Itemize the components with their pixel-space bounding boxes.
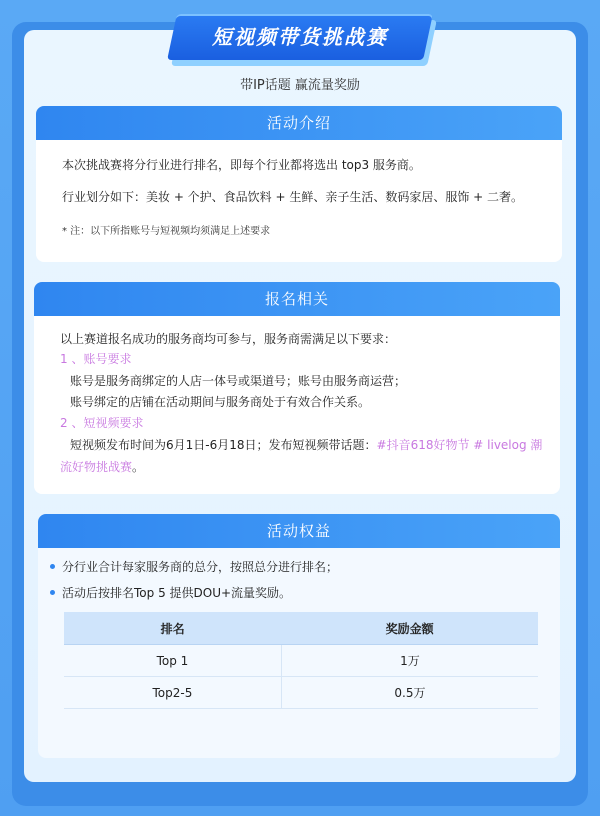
intro-note: * 注：以下所指账号与短视频均须满足上述要求 <box>62 226 271 237</box>
table-header-row <box>64 612 538 645</box>
signup-card <box>34 282 560 494</box>
video-req-title: 2 、短视频要求 <box>60 416 144 430</box>
reward-table <box>64 612 538 709</box>
table-cell-amount: 1万 <box>281 645 538 677</box>
video-req-line-1 <box>70 436 542 453</box>
topic-tag[interactable]: #抖音618好物节 # livelog 潮 <box>376 438 543 452</box>
rewards-bullet-2: 活动后按排名Top 5 提供DOU+流量奖励。 <box>62 586 292 600</box>
rewards-card <box>38 514 560 758</box>
table-cell-amount: 0.5万 <box>281 677 538 709</box>
table-row <box>64 645 538 677</box>
rewards-bullet-1: 分行业合计每家服务商的总分，按照总分进行排名； <box>62 560 339 574</box>
video-req-text: 短视频发布时间为6月1日-6月18日；发布短视频带话题： <box>70 438 377 452</box>
video-req-end: 。 <box>132 460 145 474</box>
intro-card <box>36 106 562 262</box>
account-req-line-1: 账号是服务商绑定的人店一体号或渠道号；账号由服务商运营； <box>70 374 407 388</box>
table-row <box>64 677 538 709</box>
signup-heading: 报名相关 <box>34 282 560 316</box>
bullet-dot <box>50 590 55 595</box>
account-req-line-2: 账号绑定的店铺在活动期间与服务商处于有效合作关系。 <box>70 395 371 409</box>
rewards-heading: 活动权益 <box>38 514 560 548</box>
account-req-title: 1 、账号要求 <box>60 352 132 366</box>
topic-tag-continued[interactable]: 流好物挑战赛 <box>60 460 133 474</box>
intro-line-1: 本次挑战赛将分行业进行排名，即每个行业都将选出 top3 服务商。 <box>62 158 421 172</box>
page-subtitle: 带IP话题 赢流量奖励 <box>240 78 360 93</box>
page-title: 短视频带货挑战赛 <box>212 25 388 49</box>
column-header-amount: 奖励金额 <box>281 612 538 645</box>
video-req-line-2 <box>60 458 144 475</box>
column-header-rank: 排名 <box>64 612 281 645</box>
bullet-dot <box>50 564 55 569</box>
table-cell-rank: Top2-5 <box>64 677 281 709</box>
intro-heading: 活动介绍 <box>36 106 562 140</box>
table-cell-rank: Top 1 <box>64 645 281 677</box>
signup-intro: 以上赛道报名成功的服务商均可参与，服务商需满足以下要求： <box>60 332 397 346</box>
intro-line-2: 行业划分如下：美妆 + 个护、食品饮料 + 生鲜、亲子生活、数码家居、服饰 + 二奢。 <box>62 190 524 204</box>
